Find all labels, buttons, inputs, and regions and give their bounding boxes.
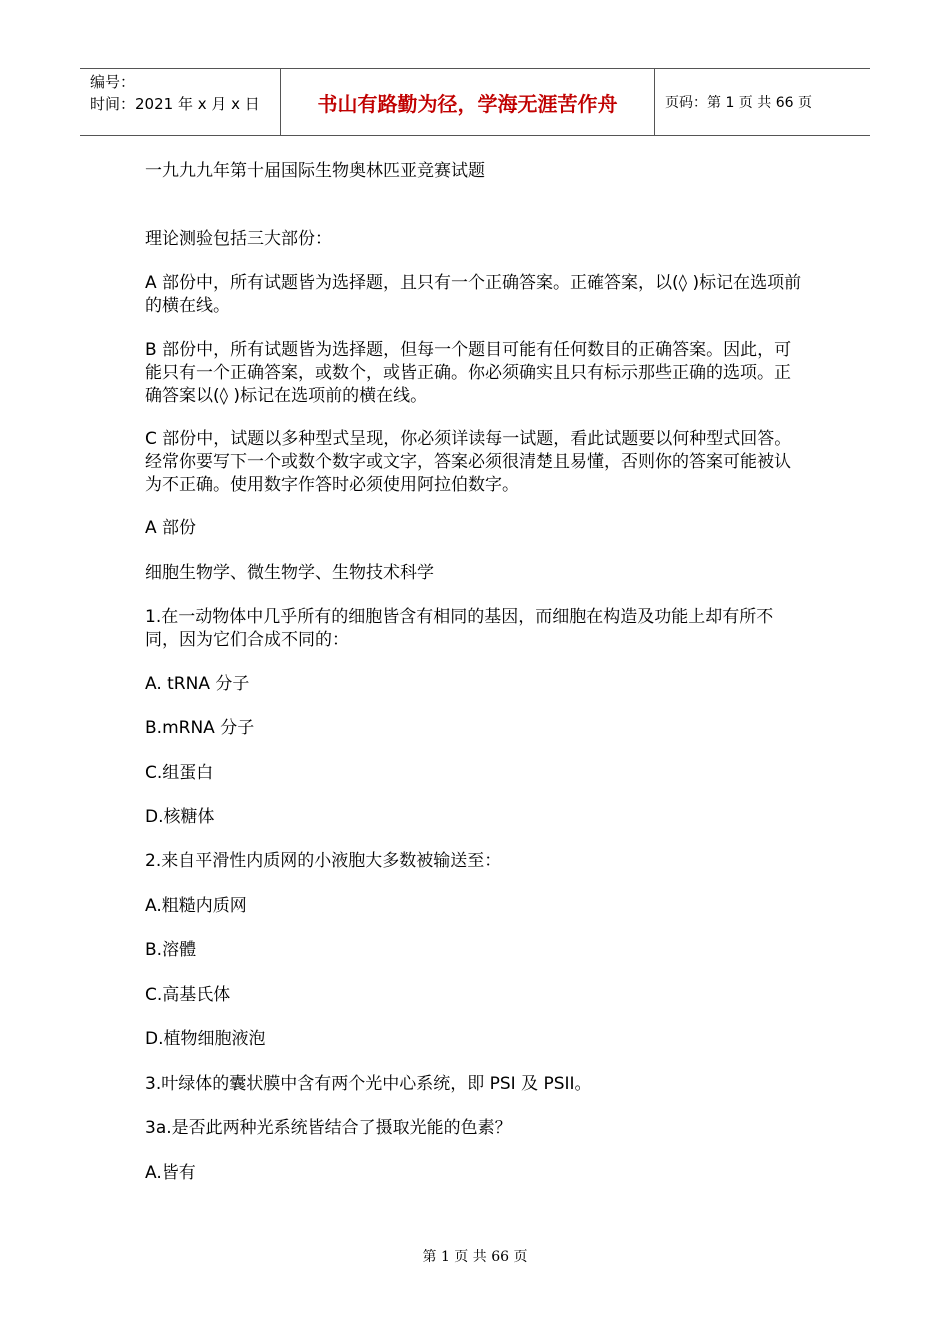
header-meta-cell bbox=[80, 69, 281, 135]
question: 2.来自平滑性内质网的小液胞大多数被输送至： bbox=[145, 851, 502, 871]
answer-option: C.组蛋白 bbox=[145, 763, 214, 783]
answer-option: B.mRNA 分子 bbox=[145, 718, 255, 738]
paragraph: 理论测验包括三大部份： bbox=[145, 229, 332, 249]
paragraph: B 部份中，所有试题皆为选择题，但每一个题目可能有任何数目的正确答案。因此，可能只有一个正确答案，或数个，或皆正确。你必须确实且只有标示那些正确的选项。正确答案以(◊ )标记在选项前的横在线。 bbox=[145, 340, 792, 406]
answer-option: C.高基氏体 bbox=[145, 985, 231, 1005]
answer-option: D.植物细胞液泡 bbox=[145, 1029, 266, 1049]
answer-option: A.皆有 bbox=[145, 1163, 196, 1183]
document-title: 一九九九年第十届国际生物奥林匹亚竞赛试题 bbox=[145, 161, 485, 181]
page-header bbox=[80, 68, 870, 136]
document-number-label: 编号： bbox=[90, 73, 136, 91]
answer-option: A. tRNA 分子 bbox=[145, 674, 250, 694]
answer-option: A.粗糙内质网 bbox=[145, 896, 247, 916]
section-heading: A 部份 bbox=[145, 518, 197, 538]
question: 3.叶绿体的囊状膜中含有两个光中心系统，即 PSI 及 PSII。 bbox=[145, 1074, 592, 1094]
header-page-info: 页码：第 1 页 共 66 页 bbox=[665, 95, 812, 111]
question: 1.在一动物体中几乎所有的细胞皆含有相同的基因，而细胞在构造及功能上却有所不同，因为它们合成不同的： bbox=[145, 607, 774, 650]
answer-option: B.溶體 bbox=[145, 940, 197, 960]
paragraph: A 部份中，所有试题皆为选择题，且只有一个正确答案。正確答案，以(◊ )标记在选项前的横在线。 bbox=[145, 273, 802, 316]
page-footer: 第 1 页 共 66 页 bbox=[422, 1249, 528, 1265]
question: 3a.是否此两种光系统皆结合了摄取光能的色素？ bbox=[145, 1118, 512, 1138]
paragraph: C 部份中，试题以多种型式呈现，你必须详读每一试题，看此试题要以何种型式回答。经常你要写下一个或数个数字或文字，答案必须很清楚且易懂，否则你的答案可能被认为不正确。使用数字作答时必须使用阿拉伯数字。 bbox=[145, 429, 792, 495]
document-date: 时间：2021 年 x 月 x 日 bbox=[90, 95, 260, 113]
header-motto: 书山有路勤为径，学海无涯苦作舟 bbox=[281, 69, 655, 135]
answer-option: D.核糖体 bbox=[145, 807, 215, 827]
section-subheading: 细胞生物学、微生物学、生物技术科学 bbox=[145, 563, 434, 583]
